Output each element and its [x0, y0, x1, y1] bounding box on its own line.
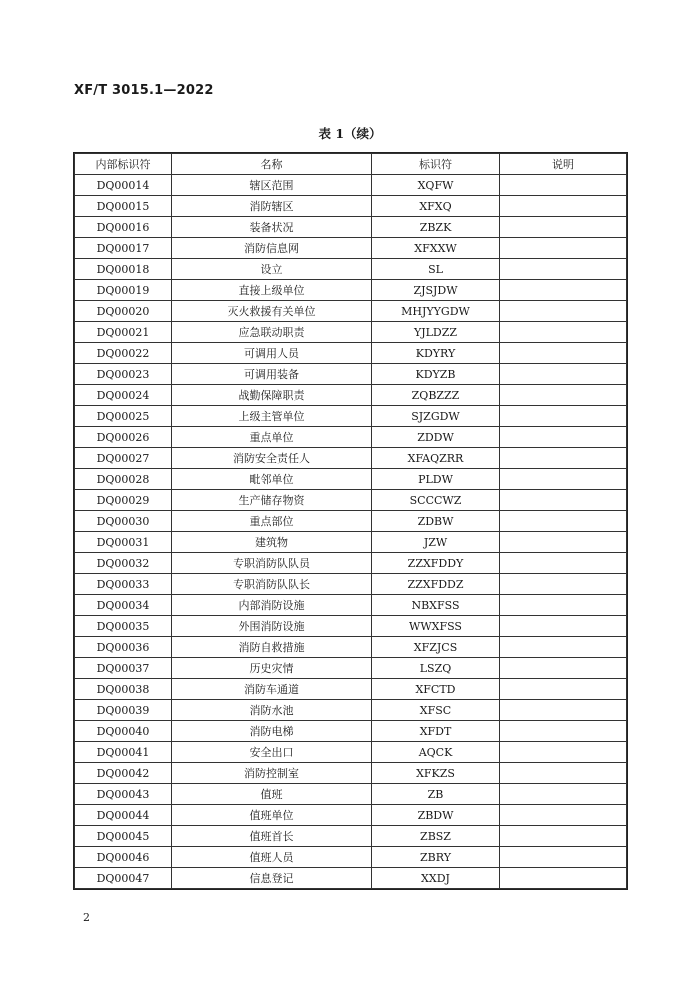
- cell-identifier: MHJYYGDW: [372, 301, 500, 322]
- cell-description: [500, 721, 627, 742]
- cell-internal-id: DQ00032: [75, 553, 172, 574]
- cell-identifier: XFKZS: [372, 763, 500, 784]
- cell-name: 专职消防队队长: [172, 574, 372, 595]
- table-row: [75, 595, 627, 616]
- cell-description: [500, 196, 627, 217]
- cell-internal-id: DQ00026: [75, 427, 172, 448]
- cell-identifier: ZJSJDW: [372, 280, 500, 301]
- table-title: 表 1（续）: [318, 126, 382, 141]
- cell-description: [500, 259, 627, 280]
- table-row: [75, 217, 627, 238]
- cell-identifier: KDYZB: [372, 364, 500, 385]
- cell-internal-id: DQ00019: [75, 280, 172, 301]
- cell-description: [500, 406, 627, 427]
- table-row: [75, 196, 627, 217]
- table-row: [75, 847, 627, 868]
- cell-internal-id: DQ00040: [75, 721, 172, 742]
- table-row: [75, 826, 627, 847]
- cell-description: [500, 763, 627, 784]
- cell-description: [500, 301, 627, 322]
- table-row: [75, 553, 627, 574]
- cell-internal-id: DQ00038: [75, 679, 172, 700]
- cell-description: [500, 280, 627, 301]
- table-row: [75, 469, 627, 490]
- cell-description: [500, 826, 627, 847]
- cell-description: [500, 448, 627, 469]
- column-header-identifier: 标识符: [372, 154, 500, 175]
- cell-description: [500, 679, 627, 700]
- cell-description: [500, 616, 627, 637]
- cell-identifier: WWXFSS: [372, 616, 500, 637]
- cell-name: 信息登记: [172, 868, 372, 889]
- cell-name: 装备状况: [172, 217, 372, 238]
- cell-identifier: ZBSZ: [372, 826, 500, 847]
- cell-description: [500, 532, 627, 553]
- cell-description: [500, 700, 627, 721]
- cell-identifier: YJLDZZ: [372, 322, 500, 343]
- table-row: [75, 301, 627, 322]
- table-row: [75, 427, 627, 448]
- table-row: [75, 364, 627, 385]
- cell-internal-id: DQ00021: [75, 322, 172, 343]
- cell-identifier: ZQBZZZ: [372, 385, 500, 406]
- table-row: [75, 637, 627, 658]
- cell-description: [500, 742, 627, 763]
- table-header-row: [75, 154, 627, 175]
- table-row: [75, 679, 627, 700]
- cell-internal-id: DQ00042: [75, 763, 172, 784]
- cell-description: [500, 175, 627, 196]
- cell-identifier: SCCCWZ: [372, 490, 500, 511]
- table-row: [75, 721, 627, 742]
- cell-identifier: XFDT: [372, 721, 500, 742]
- table-row: [75, 343, 627, 364]
- cell-internal-id: DQ00022: [75, 343, 172, 364]
- cell-name: 建筑物: [172, 532, 372, 553]
- cell-identifier: XFXXW: [372, 238, 500, 259]
- table-row: [75, 322, 627, 343]
- cell-name: 消防自救措施: [172, 637, 372, 658]
- cell-identifier: SL: [372, 259, 500, 280]
- cell-description: [500, 805, 627, 826]
- cell-name: 消防控制室: [172, 763, 372, 784]
- identifier-table: [74, 153, 627, 889]
- cell-name: 生产储存物资: [172, 490, 372, 511]
- cell-name: 值班首长: [172, 826, 372, 847]
- cell-identifier: ZZXFDDY: [372, 553, 500, 574]
- cell-name: 重点部位: [172, 511, 372, 532]
- table-row: [75, 259, 627, 280]
- cell-name: 消防电梯: [172, 721, 372, 742]
- cell-description: [500, 427, 627, 448]
- cell-identifier: ZB: [372, 784, 500, 805]
- table-row: [75, 385, 627, 406]
- cell-internal-id: DQ00035: [75, 616, 172, 637]
- cell-identifier: ZBZK: [372, 217, 500, 238]
- cell-name: 应急联动职责: [172, 322, 372, 343]
- cell-internal-id: DQ00041: [75, 742, 172, 763]
- cell-internal-id: DQ00039: [75, 700, 172, 721]
- cell-description: [500, 490, 627, 511]
- cell-description: [500, 511, 627, 532]
- table-body: [75, 175, 627, 889]
- table-row: [75, 175, 627, 196]
- cell-identifier: AQCK: [372, 742, 500, 763]
- cell-identifier: JZW: [372, 532, 500, 553]
- cell-identifier: LSZQ: [372, 658, 500, 679]
- cell-identifier: XXDJ: [372, 868, 500, 889]
- cell-description: [500, 217, 627, 238]
- cell-internal-id: DQ00034: [75, 595, 172, 616]
- cell-description: [500, 637, 627, 658]
- table-row: [75, 406, 627, 427]
- cell-internal-id: DQ00045: [75, 826, 172, 847]
- cell-name: 毗邻单位: [172, 469, 372, 490]
- cell-description: [500, 343, 627, 364]
- cell-name: 灭火救援有关单位: [172, 301, 372, 322]
- cell-internal-id: DQ00027: [75, 448, 172, 469]
- cell-internal-id: DQ00030: [75, 511, 172, 532]
- cell-description: [500, 595, 627, 616]
- cell-name: 消防辖区: [172, 196, 372, 217]
- cell-name: 上级主管单位: [172, 406, 372, 427]
- cell-description: [500, 469, 627, 490]
- cell-name: 消防安全责任人: [172, 448, 372, 469]
- cell-name: 外围消防设施: [172, 616, 372, 637]
- table-row: [75, 490, 627, 511]
- cell-identifier: SJZGDW: [372, 406, 500, 427]
- cell-internal-id: DQ00016: [75, 217, 172, 238]
- cell-description: [500, 385, 627, 406]
- cell-identifier: ZZXFDDZ: [372, 574, 500, 595]
- cell-internal-id: DQ00024: [75, 385, 172, 406]
- cell-name: 消防水池: [172, 700, 372, 721]
- table-row: [75, 511, 627, 532]
- cell-description: [500, 868, 627, 889]
- table-row: [75, 238, 627, 259]
- cell-internal-id: DQ00031: [75, 532, 172, 553]
- cell-internal-id: DQ00020: [75, 301, 172, 322]
- table-row: [75, 658, 627, 679]
- cell-name: 消防车通道: [172, 679, 372, 700]
- cell-internal-id: DQ00014: [75, 175, 172, 196]
- cell-name: 设立: [172, 259, 372, 280]
- cell-identifier: XFXQ: [372, 196, 500, 217]
- table-row: [75, 616, 627, 637]
- cell-internal-id: DQ00044: [75, 805, 172, 826]
- cell-internal-id: DQ00023: [75, 364, 172, 385]
- cell-name: 历史灾情: [172, 658, 372, 679]
- table-row: [75, 532, 627, 553]
- cell-internal-id: DQ00037: [75, 658, 172, 679]
- cell-name: 值班单位: [172, 805, 372, 826]
- cell-internal-id: DQ00033: [75, 574, 172, 595]
- cell-name: 值班人员: [172, 847, 372, 868]
- cell-name: 直接上级单位: [172, 280, 372, 301]
- cell-name: 安全出口: [172, 742, 372, 763]
- cell-internal-id: DQ00029: [75, 490, 172, 511]
- cell-internal-id: DQ00047: [75, 868, 172, 889]
- cell-identifier: XFSC: [372, 700, 500, 721]
- cell-internal-id: DQ00028: [75, 469, 172, 490]
- cell-name: 可调用装备: [172, 364, 372, 385]
- table-row: [75, 574, 627, 595]
- table-row: [75, 448, 627, 469]
- table-row: [75, 868, 627, 889]
- cell-internal-id: DQ00046: [75, 847, 172, 868]
- table-row: [75, 784, 627, 805]
- cell-description: [500, 553, 627, 574]
- standard-number-header: XF/T 3015.1—2022: [74, 83, 214, 98]
- cell-internal-id: DQ00015: [75, 196, 172, 217]
- cell-identifier: XQFW: [372, 175, 500, 196]
- cell-description: [500, 574, 627, 595]
- cell-name: 战勤保障职责: [172, 385, 372, 406]
- cell-description: [500, 784, 627, 805]
- column-header-internal-id: 内部标识符: [75, 154, 172, 175]
- cell-internal-id: DQ00025: [75, 406, 172, 427]
- cell-name: 可调用人员: [172, 343, 372, 364]
- cell-internal-id: DQ00043: [75, 784, 172, 805]
- cell-identifier: KDYRY: [372, 343, 500, 364]
- cell-identifier: XFZJCS: [372, 637, 500, 658]
- table-row: [75, 700, 627, 721]
- cell-description: [500, 847, 627, 868]
- cell-identifier: ZBDW: [372, 805, 500, 826]
- cell-description: [500, 322, 627, 343]
- cell-description: [500, 364, 627, 385]
- cell-identifier: NBXFSS: [372, 595, 500, 616]
- cell-name: 辖区范围: [172, 175, 372, 196]
- table-row: [75, 805, 627, 826]
- cell-internal-id: DQ00036: [75, 637, 172, 658]
- cell-name: 专职消防队队员: [172, 553, 372, 574]
- table-row: [75, 280, 627, 301]
- cell-name: 值班: [172, 784, 372, 805]
- cell-description: [500, 238, 627, 259]
- cell-description: [500, 658, 627, 679]
- page-number: 2: [83, 911, 90, 924]
- cell-name: 内部消防设施: [172, 595, 372, 616]
- cell-identifier: XFAQZRR: [372, 448, 500, 469]
- cell-name: 重点单位: [172, 427, 372, 448]
- cell-identifier: ZDBW: [372, 511, 500, 532]
- cell-identifier: ZBRY: [372, 847, 500, 868]
- column-header-description: 说明: [500, 154, 627, 175]
- column-header-name: 名称: [172, 154, 372, 175]
- cell-internal-id: DQ00018: [75, 259, 172, 280]
- cell-identifier: XFCTD: [372, 679, 500, 700]
- cell-internal-id: DQ00017: [75, 238, 172, 259]
- table-row: [75, 742, 627, 763]
- cell-identifier: ZDDW: [372, 427, 500, 448]
- table-row: [75, 763, 627, 784]
- cell-identifier: PLDW: [372, 469, 500, 490]
- cell-name: 消防信息网: [172, 238, 372, 259]
